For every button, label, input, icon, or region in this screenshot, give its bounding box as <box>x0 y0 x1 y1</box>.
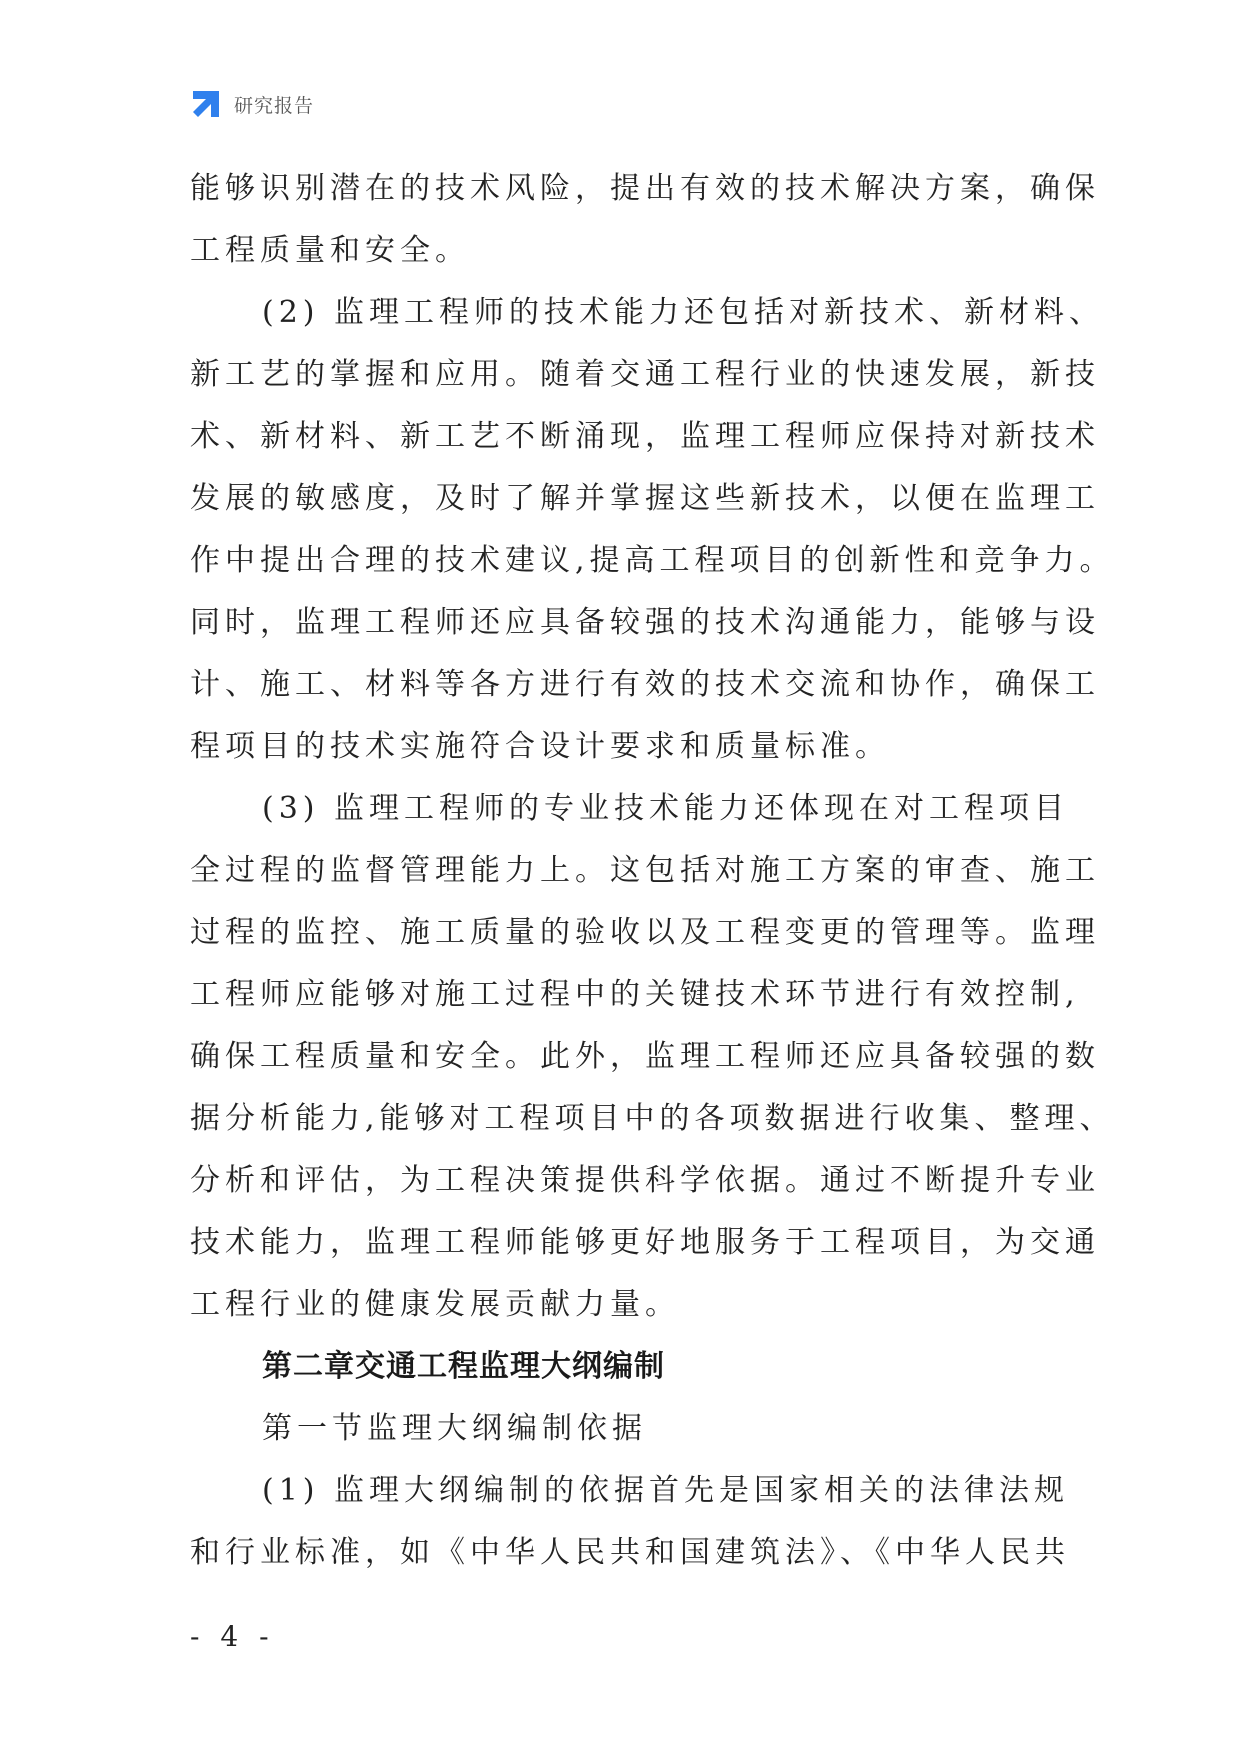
section-heading: 第一节监理大纲编制依据 <box>262 1411 647 1446</box>
body-line: 工程质量和安全。 <box>190 233 470 268</box>
body-line: 过程的监控、施工质量的验收以及工程变更的管理等。监理 <box>190 915 1100 950</box>
body-line: 程项目的技术实施符合设计要求和质量标准。 <box>190 729 890 764</box>
paragraph-start-line: (2) 监理工程师的技术能力还包括对新技术、新材料、 <box>262 295 1105 330</box>
body-line: 技术能力，监理工程师能够更好地服务于工程项目，为交通 <box>190 1225 1100 1260</box>
body-line: 计、施工、材料等各方进行有效的技术交流和协作，确保工 <box>190 667 1100 702</box>
body-line: 作中提出合理的技术建议,提高工程项目的创新性和竞争力。 <box>190 543 1115 578</box>
body-line: 工程行业的健康发展贡献力量。 <box>190 1287 680 1322</box>
body-line: 新工艺的掌握和应用。随着交通工程行业的快速发展，新技 <box>190 357 1100 392</box>
body-line: 能够识别潜在的技术风险，提出有效的技术解决方案，确保 <box>190 171 1100 206</box>
body-line: 全过程的监督管理能力上。这包括对施工方案的审查、施工 <box>190 853 1100 888</box>
document-body <box>190 158 1115 1584</box>
arrow-up-right-icon <box>190 88 222 120</box>
body-line: 和行业标准，如《中华人民共和国建筑法》、《中华人民共 <box>190 1535 1070 1570</box>
header-title: 研究报告 <box>234 94 315 117</box>
body-line: 据分析能力,能够对工程项目中的各项数据进行收集、整理、 <box>190 1101 1115 1136</box>
body-line: 发展的敏感度，及时了解并掌握这些新技术，以便在监理工 <box>190 481 1100 516</box>
paragraph-start-line: (3) 监理工程师的专业技术能力还体现在对工程项目 <box>262 791 1070 826</box>
page-number: - 4 - <box>190 1620 275 1653</box>
page-header <box>190 88 314 120</box>
body-line: 分析和评估，为工程决策提供科学依据。通过不断提升专业 <box>190 1163 1100 1198</box>
body-line: 同时，监理工程师还应具备较强的技术沟通能力，能够与设 <box>190 605 1100 640</box>
chapter-heading: 第二章交通工程监理大纲编制 <box>262 1349 665 1384</box>
paragraph-start-line: (1) 监理大纲编制的依据首先是国家相关的法律法规 <box>262 1473 1070 1508</box>
body-line: 确保工程质量和安全。此外，监理工程师还应具备较强的数 <box>190 1039 1100 1074</box>
body-line: 术、新材料、新工艺不断涌现，监理工程师应保持对新技术 <box>190 419 1100 454</box>
body-line: 工程师应能够对施工过程中的关键技术环节进行有效控制, <box>190 977 1080 1012</box>
